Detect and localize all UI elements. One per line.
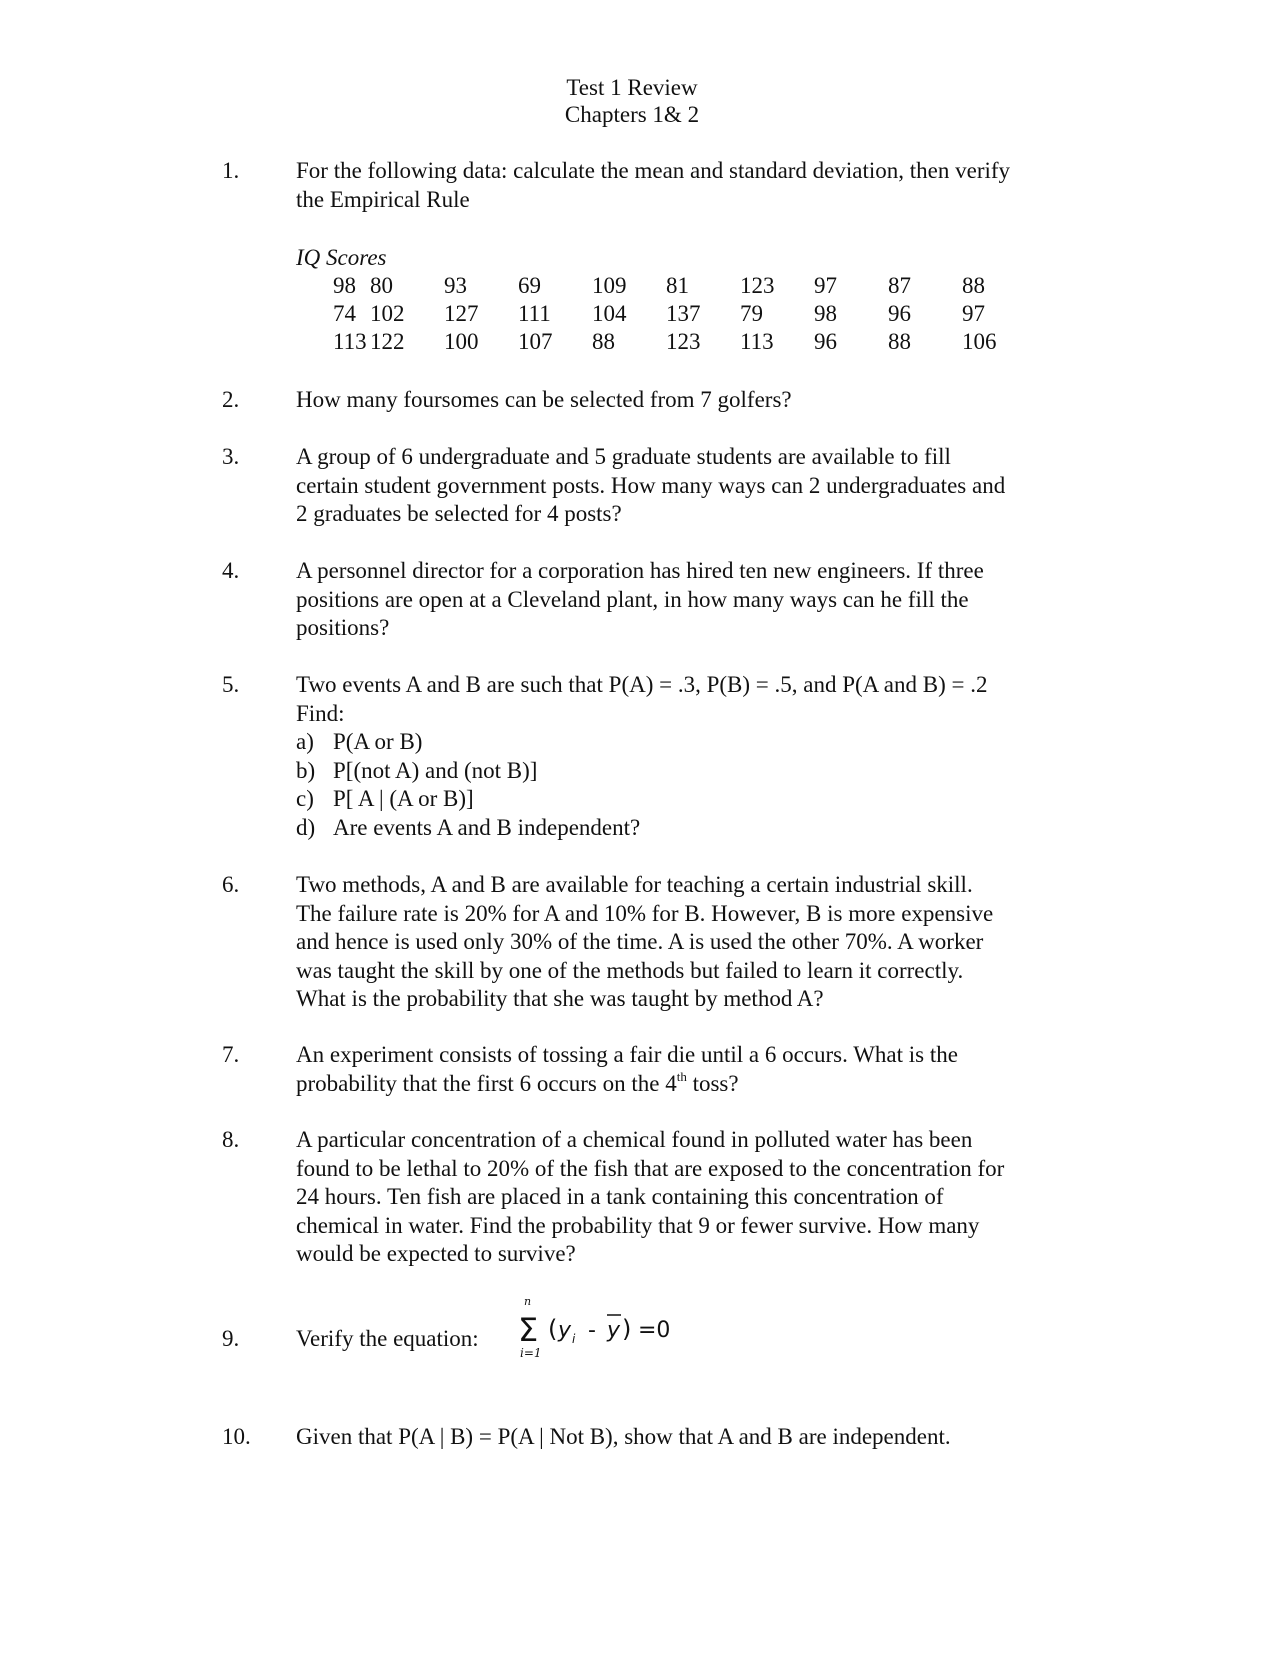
table-cell: 137 bbox=[666, 301, 701, 326]
table-cell: 80 bbox=[370, 273, 393, 298]
sigma-symbol: Σ bbox=[518, 1311, 539, 1349]
table-cell: 102 bbox=[370, 301, 405, 326]
table-cell: 96 bbox=[814, 329, 837, 354]
table-cell: 81 bbox=[666, 273, 689, 298]
subitem-letter: c) bbox=[296, 786, 314, 812]
question-2-text bbox=[296, 386, 1086, 415]
question-3-line: 2 graduates be selected for 4 posts? bbox=[296, 501, 622, 527]
table-cell: 93 bbox=[444, 273, 467, 298]
question-8-number: 8. bbox=[222, 1127, 240, 1152]
question-9-number: 9. bbox=[222, 1326, 240, 1351]
question-7-line-start: probability that the first 6 occurs on the 4 bbox=[296, 1070, 677, 1096]
question-10-text bbox=[296, 1423, 1086, 1452]
table-cell: 87 bbox=[888, 273, 911, 298]
table-cell: 127 bbox=[444, 301, 479, 326]
list-item bbox=[296, 728, 1086, 757]
question-8-text bbox=[296, 1126, 1086, 1269]
table-cell: 97 bbox=[962, 301, 985, 326]
minus-sign: - bbox=[588, 1318, 596, 1343]
table-row bbox=[296, 272, 1036, 300]
question-5-subitems bbox=[296, 728, 1086, 842]
table-cell: 88 bbox=[962, 273, 985, 298]
question-8-line: A particular concentration of a chemical found in polluted water has been bbox=[296, 1127, 973, 1152]
question-4-text bbox=[296, 557, 1086, 643]
question-6-text bbox=[296, 871, 1086, 1014]
question-3-text bbox=[296, 443, 1086, 529]
question-5-line: Two events A and B are such that P(A) = .3, P(B) = .5, and P(A and B) = .2 bbox=[296, 672, 988, 697]
table-cell: 100 bbox=[444, 329, 479, 354]
equals-zero: =0 bbox=[638, 1318, 671, 1343]
question-6-line: was taught the skill by one of the methods but failed to learn it correctly. bbox=[296, 957, 964, 983]
question-8-line: found to be lethal to 20% of the fish that are exposed to the concentration for bbox=[296, 1155, 1005, 1181]
question-6-number: 6. bbox=[222, 872, 240, 897]
question-4-line: positions? bbox=[296, 615, 390, 641]
table-cell: 123 bbox=[666, 329, 701, 354]
subitem-text: P[(not A) and (not B)] bbox=[333, 757, 538, 783]
question-1-line: the Empirical Rule bbox=[296, 186, 470, 212]
subitem-letter: a) bbox=[296, 729, 314, 755]
y-subscript: i bbox=[572, 1332, 576, 1346]
question-7-number: 7. bbox=[222, 1042, 240, 1067]
question-1-text bbox=[296, 157, 1086, 214]
question-3-number: 3. bbox=[222, 444, 240, 469]
table-cell: 69 bbox=[518, 273, 541, 298]
document-title: Test 1 Review bbox=[566, 75, 698, 100]
sum-upper-limit: n bbox=[524, 1296, 532, 1308]
question-4-line: A personnel director for a corporation has hired ten new engineers. If three bbox=[296, 558, 984, 583]
table-cell: 111 bbox=[518, 301, 551, 326]
question-7-line: An experiment consists of tossing a fair die until a 6 occurs. What is the bbox=[296, 1042, 958, 1067]
table-cell: 88 bbox=[888, 329, 911, 354]
table-cell: 107 bbox=[518, 329, 553, 354]
table-cell: 98 bbox=[333, 273, 356, 298]
table-cell: 113 bbox=[740, 329, 774, 354]
question-8-line: would be expected to survive? bbox=[296, 1241, 576, 1267]
table-cell: 96 bbox=[888, 301, 911, 326]
question-6-line: and hence is used only 30% of the time. A is used the other 70%. A worker bbox=[296, 929, 984, 955]
question-5-text bbox=[296, 671, 1086, 843]
question-4-line: positions are open at a Cleveland plant, in how many ways can he fill the bbox=[296, 586, 969, 612]
question-5-line: Find: bbox=[296, 700, 345, 726]
iq-scores-table bbox=[296, 272, 1036, 356]
question-2-number: 2. bbox=[222, 387, 240, 412]
table-cell: 88 bbox=[592, 329, 615, 354]
close-paren: ) bbox=[622, 1315, 632, 1343]
table-row bbox=[296, 328, 1036, 356]
question-3-line: A group of 6 undergraduate and 5 graduate students are available to fill bbox=[296, 444, 951, 469]
y-variable: y bbox=[558, 1318, 572, 1343]
subitem-text: P[ A | (A or B)] bbox=[333, 786, 474, 812]
ordinal-superscript: th bbox=[676, 1068, 687, 1084]
question-5-number: 5. bbox=[222, 672, 240, 697]
iq-scores-label: IQ Scores bbox=[296, 245, 387, 270]
sum-lower-limit: i=1 bbox=[520, 1346, 542, 1360]
y-bar-variable: y bbox=[607, 1318, 621, 1343]
subitem-text: Are events A and B independent? bbox=[333, 814, 641, 840]
question-6-line: The failure rate is 20% for A and 10% for B. However, B is more expensive bbox=[296, 900, 994, 926]
table-cell: 113 bbox=[333, 329, 367, 354]
list-item bbox=[296, 757, 1086, 786]
question-10-number: 10. bbox=[222, 1424, 251, 1449]
subitem-letter: d) bbox=[296, 814, 316, 840]
question-3-line: certain student government posts. How many ways can 2 undergraduates and bbox=[296, 472, 1006, 498]
subitem-text: P(A or B) bbox=[333, 729, 423, 755]
open-paren: ( bbox=[548, 1315, 558, 1343]
question-7-line bbox=[296, 1070, 1086, 1099]
table-row bbox=[296, 300, 1036, 328]
question-6-line: What is the probability that she was taught by method A? bbox=[296, 986, 824, 1012]
table-cell: 104 bbox=[592, 301, 627, 326]
question-6-line: Two methods, A and B are available for teaching a certain industrial skill. bbox=[296, 872, 973, 897]
question-7-text bbox=[296, 1041, 1086, 1098]
question-7-line-end: toss? bbox=[686, 1070, 739, 1096]
question-9-line: Verify the equation: bbox=[296, 1326, 479, 1351]
table-cell: 106 bbox=[962, 329, 997, 354]
question-4-number: 4. bbox=[222, 558, 240, 583]
table-cell: 79 bbox=[740, 301, 763, 326]
question-8-line: chemical in water. Find the probability that 9 or fewer survive. How many bbox=[296, 1212, 980, 1238]
list-item bbox=[296, 814, 1086, 843]
question-1-number: 1. bbox=[222, 158, 240, 183]
question-10-line: Given that P(A | B) = P(A | Not B), show that A and B are independent. bbox=[296, 1424, 951, 1449]
question-1-line: For the following data: calculate the mean and standard deviation, then verify bbox=[296, 158, 1011, 183]
subitem-letter: b) bbox=[296, 757, 316, 783]
list-item bbox=[296, 785, 1086, 814]
question-8-line: 24 hours. Ten fish are placed in a tank containing this concentration of bbox=[296, 1184, 944, 1210]
table-cell: 74 bbox=[333, 301, 356, 326]
table-cell: 98 bbox=[814, 301, 837, 326]
document-subtitle: Chapters 1& 2 bbox=[564, 102, 700, 127]
table-cell: 123 bbox=[740, 273, 775, 298]
question-2-line: How many foursomes can be selected from 7 golfers? bbox=[296, 387, 792, 412]
summation-equation bbox=[518, 1296, 698, 1366]
table-cell: 97 bbox=[814, 273, 837, 298]
table-cell: 109 bbox=[592, 273, 627, 298]
table-cell: 122 bbox=[370, 329, 405, 354]
